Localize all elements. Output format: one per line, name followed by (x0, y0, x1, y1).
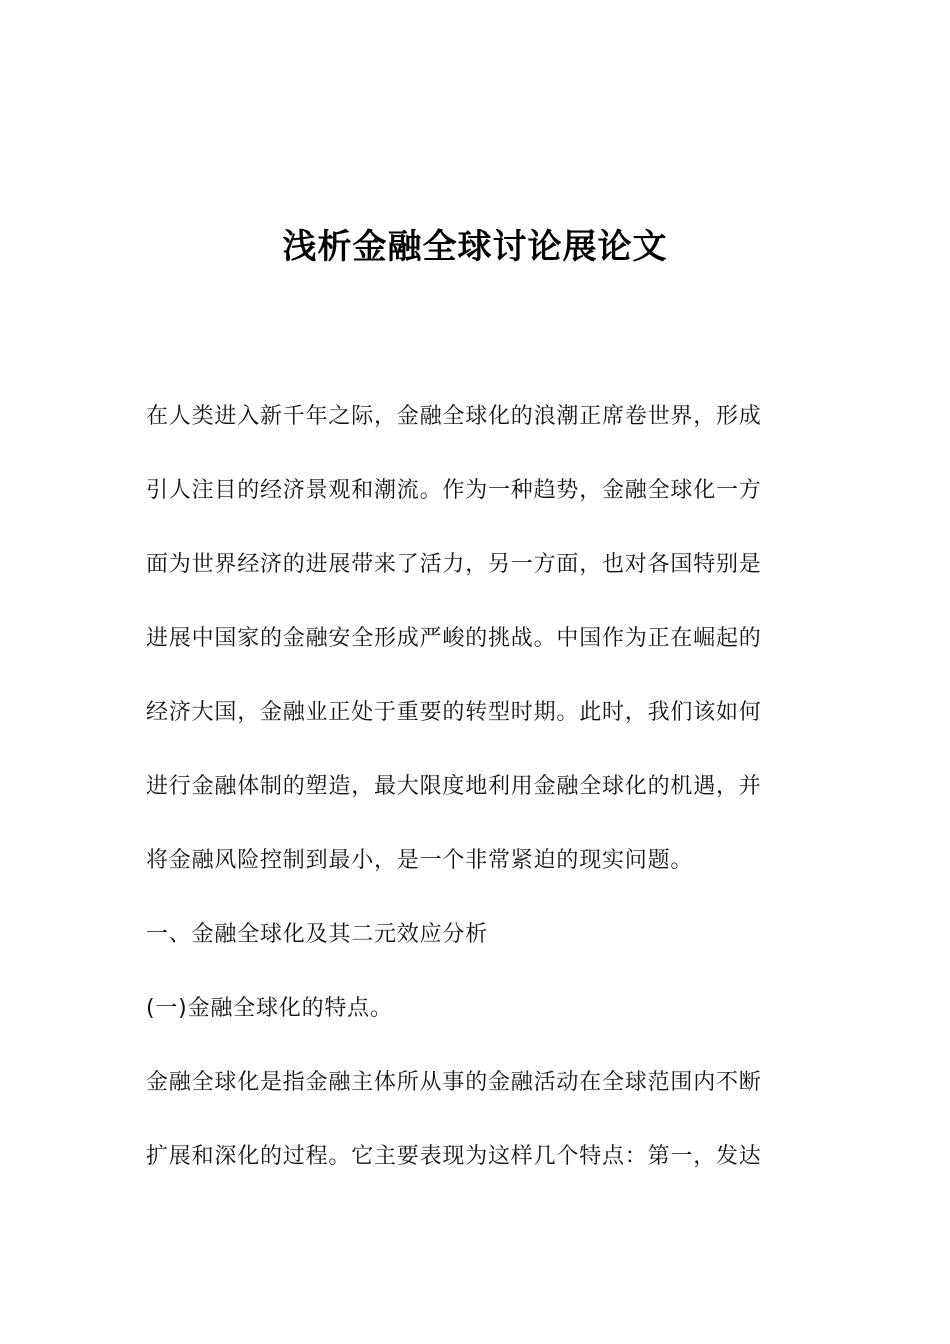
paragraph-line: 将金融风险控制到最小，是一个非常紧迫的现实问题。 (146, 848, 694, 873)
paragraph-line: 进展中国家的金融安全形成严峻的挑战。中国作为正在崛起的 (146, 626, 762, 651)
paragraph-line: 面为世界经济的进展带来了活力，另一方面，也对各国特别是 (146, 552, 762, 577)
paragraph-line: 引人注目的经济景观和潮流。作为一种趋势，金融全球化一方 (146, 478, 762, 503)
paragraph-line: 在人类进入新千年之际，金融全球化的浪潮正席卷世界，形成 (146, 404, 762, 429)
document-title: 浅析金融全球讨论展论文 (282, 227, 668, 267)
paragraph-line: 扩展和深化的过程。它主要表现为这样几个特点：第一，发达 (146, 1144, 762, 1169)
paragraph-line: 金融全球化是指金融主体所从事的金融活动在全球范围内不断 (146, 1070, 762, 1095)
paragraph-line: 进行金融体制的塑造，最大限度地利用金融全球化的机遇，并 (146, 774, 762, 799)
section-heading: 一、金融全球化及其二元效应分析 (146, 922, 489, 947)
subsection-heading: (一)金融全球化的特点。 (146, 996, 393, 1021)
document-body (146, 380, 806, 1194)
paragraph-line: 经济大国，金融业正处于重要的转型时期。此时，我们该如何 (146, 700, 762, 725)
